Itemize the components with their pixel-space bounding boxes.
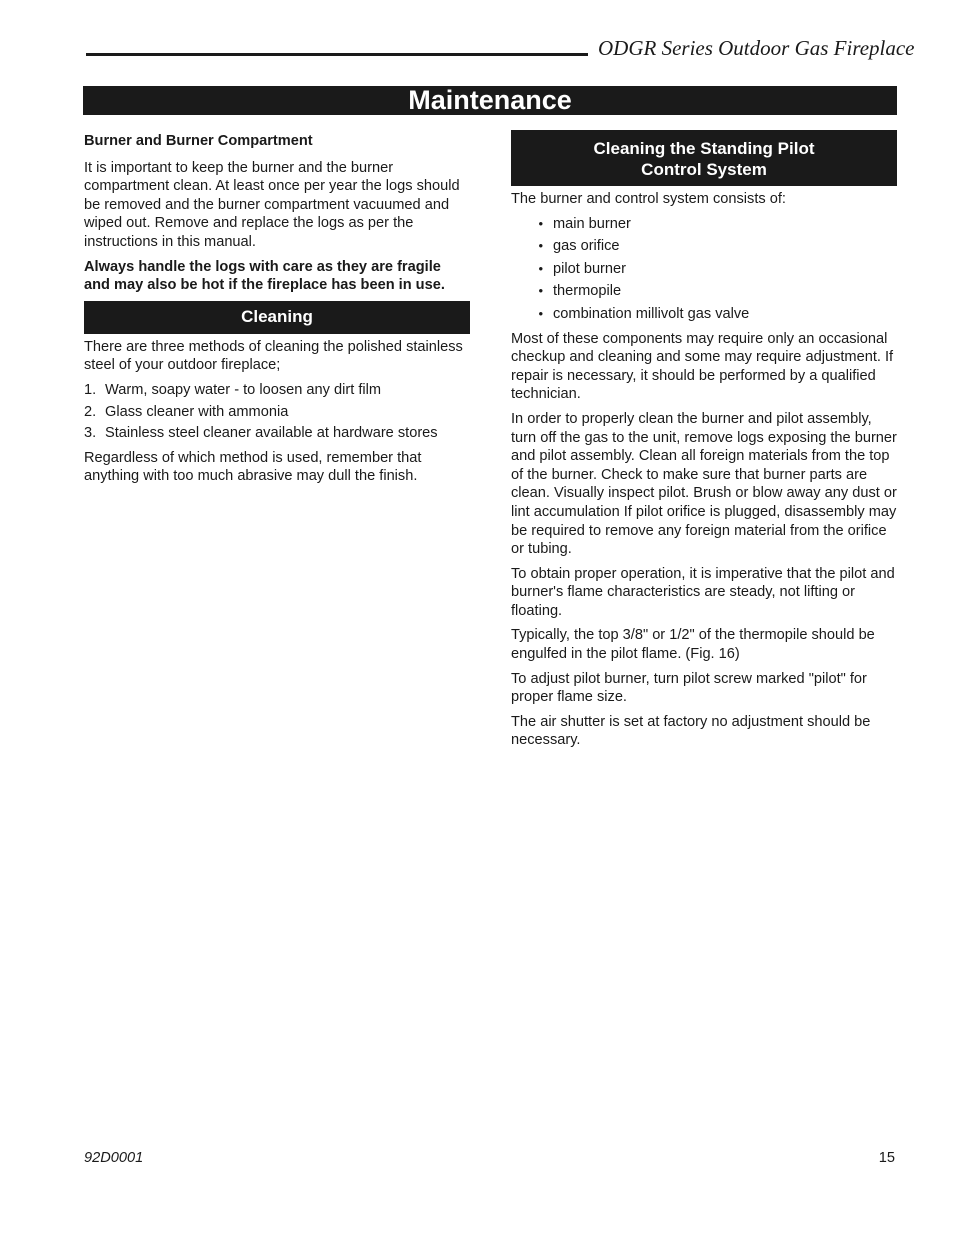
page-title: Maintenance	[83, 86, 897, 115]
list-text: pilot burner	[553, 260, 627, 277]
bullet-icon: •	[538, 238, 543, 254]
burner-heading: Burner and Burner Compartment	[84, 133, 313, 149]
header-rule	[86, 53, 588, 56]
list-item	[511, 215, 897, 234]
body-paragraph: The air shutter is set at factory no adjustment should be necessary.	[511, 713, 871, 749]
cleaning-heading: Cleaning	[84, 301, 470, 334]
body-paragraph: Typically, the top 3/8" or 1/2" of the thermopile should be engulfed in the pilot flame. (Fig. 16)	[511, 627, 875, 663]
pilot-heading-line1: Cleaning the Standing Pilot	[593, 139, 815, 158]
list-item	[511, 282, 897, 301]
cleaning-intro: There are three methods of cleaning the polished stainless steel of your outdoor fireplace;	[84, 338, 463, 374]
list-number: 1.	[84, 381, 97, 398]
list-text: combination millivolt gas valve	[553, 305, 750, 322]
page-number: 15	[878, 1150, 895, 1166]
list-text: Glass cleaner with ammonia	[105, 403, 289, 420]
list-item	[511, 305, 897, 324]
list-number: 2.	[84, 403, 97, 420]
body-paragraph: To obtain proper operation, it is imperative that the pilot and burner's flame characteristics are steady, not lifting or floating.	[511, 565, 895, 619]
bullet-icon: •	[538, 260, 543, 276]
bullet-icon: •	[538, 215, 543, 231]
burner-warning: Always handle the logs with care as they are fragile and may also be hot if the fireplace has been in use.	[84, 258, 445, 294]
left-column	[84, 130, 470, 492]
list-item	[84, 424, 470, 443]
document-code: 92D0001	[84, 1150, 144, 1166]
list-text: Stainless steel cleaner available at hardware stores	[105, 425, 438, 442]
pilot-heading-line2: Control System	[641, 160, 767, 179]
list-item	[511, 237, 897, 256]
bullet-icon: •	[538, 283, 543, 299]
list-text: thermopile	[553, 283, 622, 300]
body-paragraph: Most of these components may require only an occasional checkup and cleaning and some may require adjustment. If repair is necessary, it should be performed by a qualified technician.	[511, 330, 894, 403]
components-intro: The burner and control system consists of:	[511, 191, 786, 207]
right-column	[511, 130, 897, 756]
list-number: 3.	[84, 425, 97, 442]
pilot-system-heading	[511, 130, 897, 186]
list-text: gas orifice	[553, 238, 620, 255]
components-list	[511, 215, 897, 324]
burner-paragraph: It is important to keep the burner and the burner compartment clean. At least once per year the logs should be removed and the burner compartment vacuumed and wiped out. Remove and replace the logs as per the instructions in this manual.	[84, 159, 460, 250]
list-item	[511, 260, 897, 279]
list-item	[84, 381, 470, 400]
cleaning-methods-list	[84, 381, 470, 443]
list-text: main burner	[553, 215, 631, 232]
list-text: Warm, soapy water - to loosen any dirt film	[105, 381, 382, 398]
body-paragraph: In order to properly clean the burner and pilot assembly, turn off the gas to the unit, remove logs exposing the burner and pilot assembly. Clean all foreign materials from the top of the burner. Check to make sure that burner parts are clean. Visually inspect pilot. Brush or blow away any dust or lint accumulation If pilot orifice is plugged, disassembly may be required to remove any foreign material from the orifice or tubing.	[511, 410, 897, 558]
body-paragraph: To adjust pilot burner, turn pilot screw marked "pilot" for proper flame size.	[511, 670, 867, 706]
list-item	[84, 403, 470, 422]
cleaning-note: Regardless of which method is used, remember that anything with too much abrasive may dull the finish.	[84, 449, 422, 485]
bullet-icon: •	[538, 305, 543, 321]
document-title: ODGR Series Outdoor Gas Fireplace	[598, 36, 915, 60]
